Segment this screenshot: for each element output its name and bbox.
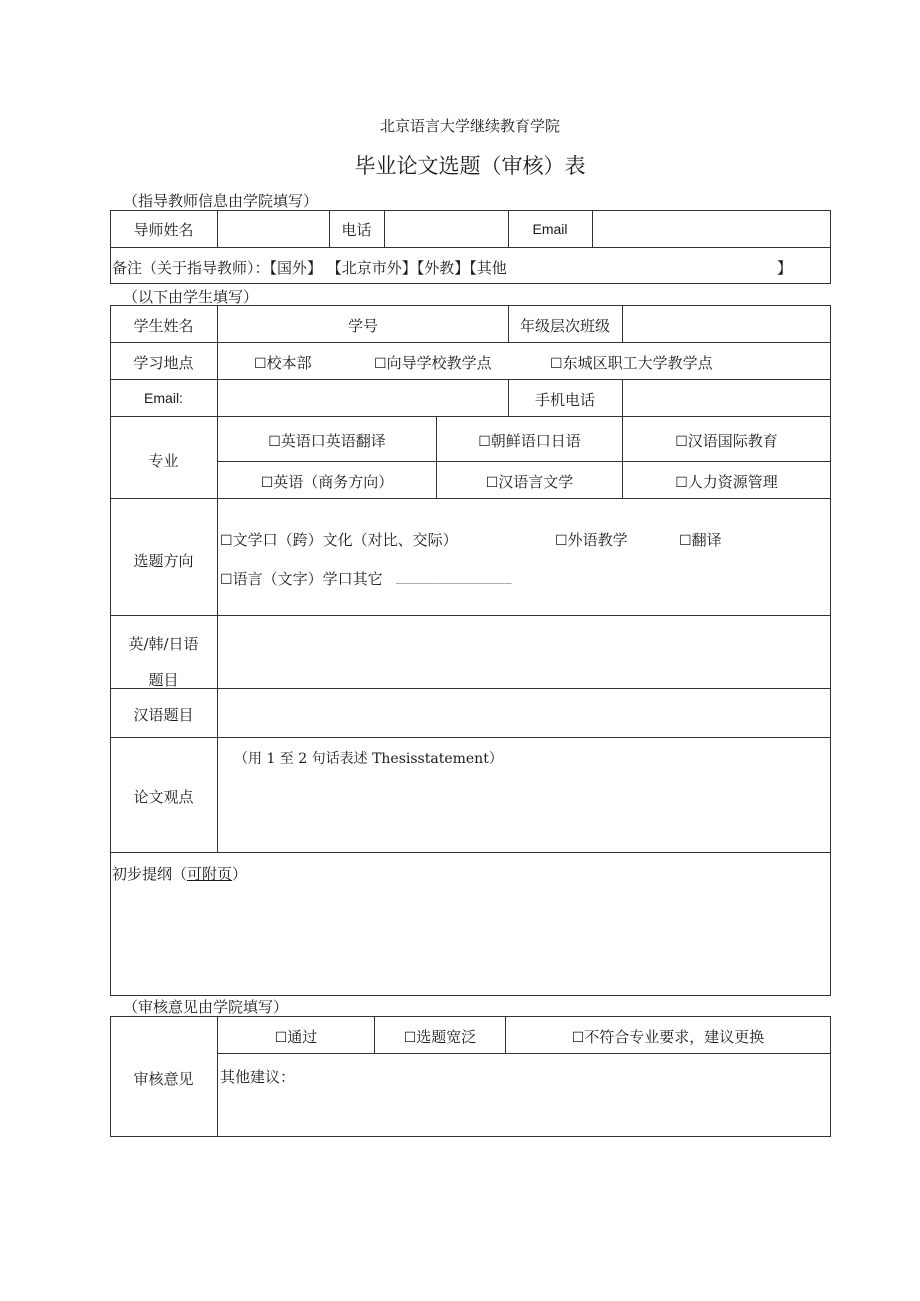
review-section-note: （审核意见由学院填写）	[123, 998, 289, 1016]
checkbox-icon	[220, 570, 233, 588]
grade-class-field[interactable]	[623, 306, 830, 341]
checkbox-icon	[261, 473, 274, 491]
checkbox-icon	[555, 531, 568, 549]
teacher-name-field[interactable]	[218, 211, 328, 246]
checkbox-icon	[404, 1028, 417, 1046]
checkbox-icon	[254, 354, 267, 372]
location-option-main-campus[interactable]: ☐ 校本部	[254, 352, 312, 373]
teacher-remark-end: 】	[777, 259, 793, 277]
study-location-label: 学习地点	[133, 354, 194, 372]
checkbox-icon	[374, 354, 387, 372]
topic-option-literature[interactable]: ☐ 文学口（跨）文化（对比、交际）	[220, 529, 458, 550]
topic-option-teaching[interactable]: ☐ 外语教学	[555, 529, 628, 550]
student-email-field[interactable]	[218, 380, 507, 415]
chinese-title-field[interactable]	[218, 689, 830, 736]
teacher-phone-label: 电话	[341, 221, 372, 239]
checkbox-icon	[220, 531, 233, 549]
student-section-note: （以下由学生填写）	[123, 288, 259, 306]
major-option-english[interactable]: ☐ 英语口英语翻译	[218, 430, 436, 451]
location-option-dongcheng[interactable]: ☐ 东城区职工大学教学点	[550, 352, 713, 373]
checkbox-icon	[679, 531, 692, 549]
review-option-pass[interactable]: ☐ 通过	[218, 1026, 374, 1047]
chinese-title-label: 汉语题目	[133, 706, 194, 724]
checkbox-icon	[675, 473, 688, 491]
topic-option-translation[interactable]: ☐ 翻译	[679, 529, 722, 550]
foreign-title-label-line2: 题目	[148, 671, 179, 689]
foreign-title-label	[110, 626, 217, 698]
outline-label	[112, 863, 247, 884]
topic-direction-label: 选题方向	[133, 552, 194, 570]
review-option-not-matching[interactable]: ☐ 不符合专业要求，建议更换	[506, 1026, 830, 1047]
teacher-email-field[interactable]	[593, 211, 830, 246]
outline-label-close: ）	[232, 865, 248, 883]
topic-other-blank[interactable]: ________________	[396, 570, 512, 584]
major-option-business-english[interactable]: ☐ 英语（商务方向）	[218, 471, 436, 492]
outline-label-text: 初步提纲（	[112, 865, 188, 883]
outline-attachment-link[interactable]: 可附页	[187, 865, 233, 883]
review-label: 审核意见	[133, 1070, 194, 1088]
checkbox-icon	[572, 1028, 585, 1046]
thesis-label: 论文观点	[133, 788, 194, 806]
teacher-name-label: 导师姓名	[133, 221, 194, 239]
checkbox-icon	[486, 473, 499, 491]
checkbox-icon	[550, 354, 563, 372]
foreign-title-label-line1: 英/韩/日语	[128, 635, 199, 653]
outline-field[interactable]	[111, 885, 830, 995]
student-name-label: 学生姓名	[133, 317, 194, 335]
teacher-remark: 备注（关于指导教师）：【国外】 【北京市外】【外教】【其他	[112, 259, 507, 277]
location-option-guide-school[interactable]: ☐ 向导学校教学点	[374, 352, 492, 373]
review-option-too-broad[interactable]: ☐ 选题宽泛	[375, 1026, 505, 1047]
checkbox-icon	[478, 432, 491, 450]
teacher-phone-field[interactable]	[385, 211, 507, 246]
grade-class-label: 年级层次班级	[519, 317, 610, 335]
thesis-field[interactable]	[218, 770, 830, 851]
student-email-label: Email:	[144, 390, 183, 406]
major-option-korean[interactable]: ☐ 朝鲜语口日语	[437, 430, 622, 451]
student-id-label: 学号	[348, 317, 379, 335]
teacher-section-note: （指导教师信息由学院填写）	[123, 192, 319, 210]
topic-option-linguistics[interactable]: ☐ 语言（文字）学口其它	[220, 568, 383, 589]
other-suggestions-label: 其他建议：	[220, 1068, 296, 1086]
teacher-email-label: Email	[532, 221, 568, 237]
major-option-chinese-intl[interactable]: ☐ 汉语国际教育	[623, 430, 830, 451]
checkbox-icon	[675, 432, 688, 450]
thesis-hint: （用 1 至 2 句话表述 Thesisstatement）	[234, 751, 503, 767]
mobile-field[interactable]	[623, 380, 830, 415]
other-suggestions-field[interactable]	[218, 1088, 830, 1136]
checkbox-icon	[275, 1028, 288, 1046]
major-option-hr[interactable]: ☐ 人力资源管理	[623, 471, 830, 492]
major-label: 专业	[148, 452, 179, 470]
page-title: 毕业论文选题（审核）表	[354, 154, 586, 178]
foreign-title-field[interactable]	[218, 616, 830, 687]
checkbox-icon	[268, 432, 281, 450]
institution-name: 北京语言大学继续教育学院	[379, 117, 560, 135]
mobile-label: 手机电话	[534, 391, 595, 409]
major-option-chinese-lit[interactable]: ☐ 汉语言文学	[437, 471, 622, 492]
